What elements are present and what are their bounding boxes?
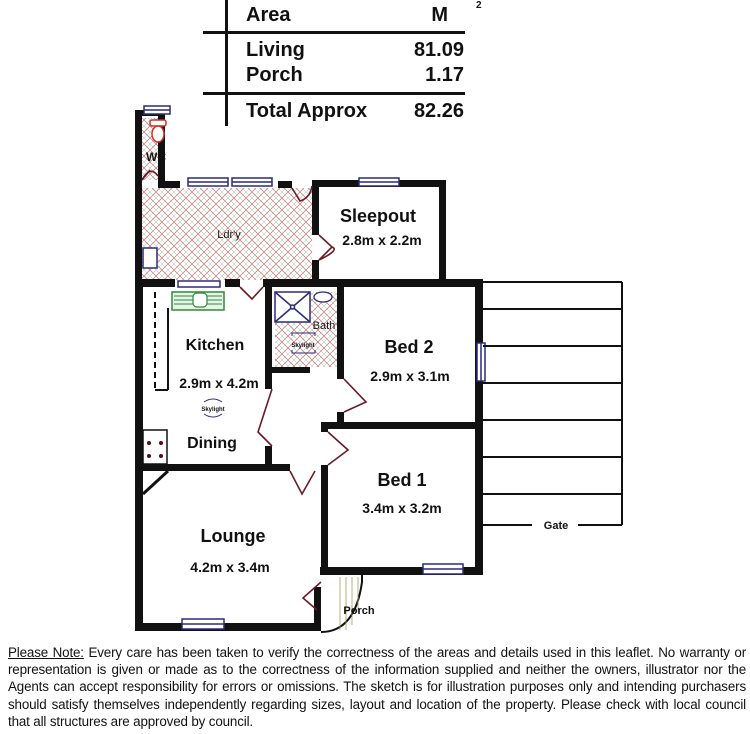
area-header-label: Area — [246, 4, 291, 26]
room-label-kitchen: Kitchen — [185, 337, 245, 354]
note-lead: Please Note: — [8, 645, 84, 660]
room-dims-sleepout: 2.8m x 2.2m — [342, 232, 422, 248]
room-label-sleepout: Sleepout — [339, 206, 417, 226]
room-label-bed1: Bed 1 — [377, 470, 427, 490]
room-dims-lounge: 4.2m x 3.4m — [190, 559, 270, 575]
area-row-value: 81.09 — [413, 39, 464, 61]
window — [178, 281, 220, 287]
area-unit: M — [431, 4, 448, 26]
deck — [483, 282, 622, 525]
kitchen-bench — [155, 292, 168, 390]
area-total-value: 82.26 — [413, 100, 464, 122]
room-label-dining: Dining — [187, 435, 237, 452]
porch-steps — [321, 575, 362, 632]
disclaimer-note — [8, 644, 746, 730]
shower-icon — [275, 292, 310, 322]
room-label-porch: Porch — [343, 605, 375, 617]
room-dims-bed2: 2.9m x 3.1m — [370, 368, 450, 384]
gate-label: Gate — [543, 520, 569, 532]
room-label-laundry: Ldr'y — [217, 229, 241, 241]
area-total-label: Total Approx — [246, 100, 368, 122]
toilet-icon — [150, 120, 166, 142]
note-text: Every care has been taken to verify the correctness of the areas and details used in this leaflet. No warranty or representation is given or made as to the correctness of the information supplied and neither the owners, illustrator nor the Agents can accept responsibility for errors or omissions. The sketch is for illustration purposes only and intending purchasers should satisfy themselves independently regarding sizes, layout and location of the property. Please check with local council that all structures are approved by council. — [8, 645, 747, 729]
room-label-wc: WC — [146, 150, 166, 164]
room-dims-kitchen: 2.9m x 4.2m — [179, 375, 259, 391]
laundry-trough-icon — [143, 248, 157, 268]
area-row-label: Living — [246, 39, 305, 61]
skylight-label-kitchen: Skylight — [201, 407, 225, 413]
skylight-label-bath: Skylight — [291, 343, 315, 349]
room-label-bath: Bath — [312, 320, 336, 332]
area-row-label: Porch — [246, 64, 303, 86]
area-row-value: 1.17 — [425, 64, 464, 86]
lounge-corner — [143, 471, 168, 494]
area-unit-superscript: 2 — [476, 0, 482, 11]
stove-icon — [143, 430, 167, 464]
basin-icon — [314, 292, 332, 302]
room-label-lounge: Lounge — [200, 526, 266, 546]
kitchen-sink-icon — [172, 292, 224, 310]
room-label-bed2: Bed 2 — [384, 337, 434, 357]
room-dims-bed1: 3.4m x 3.2m — [362, 500, 442, 516]
